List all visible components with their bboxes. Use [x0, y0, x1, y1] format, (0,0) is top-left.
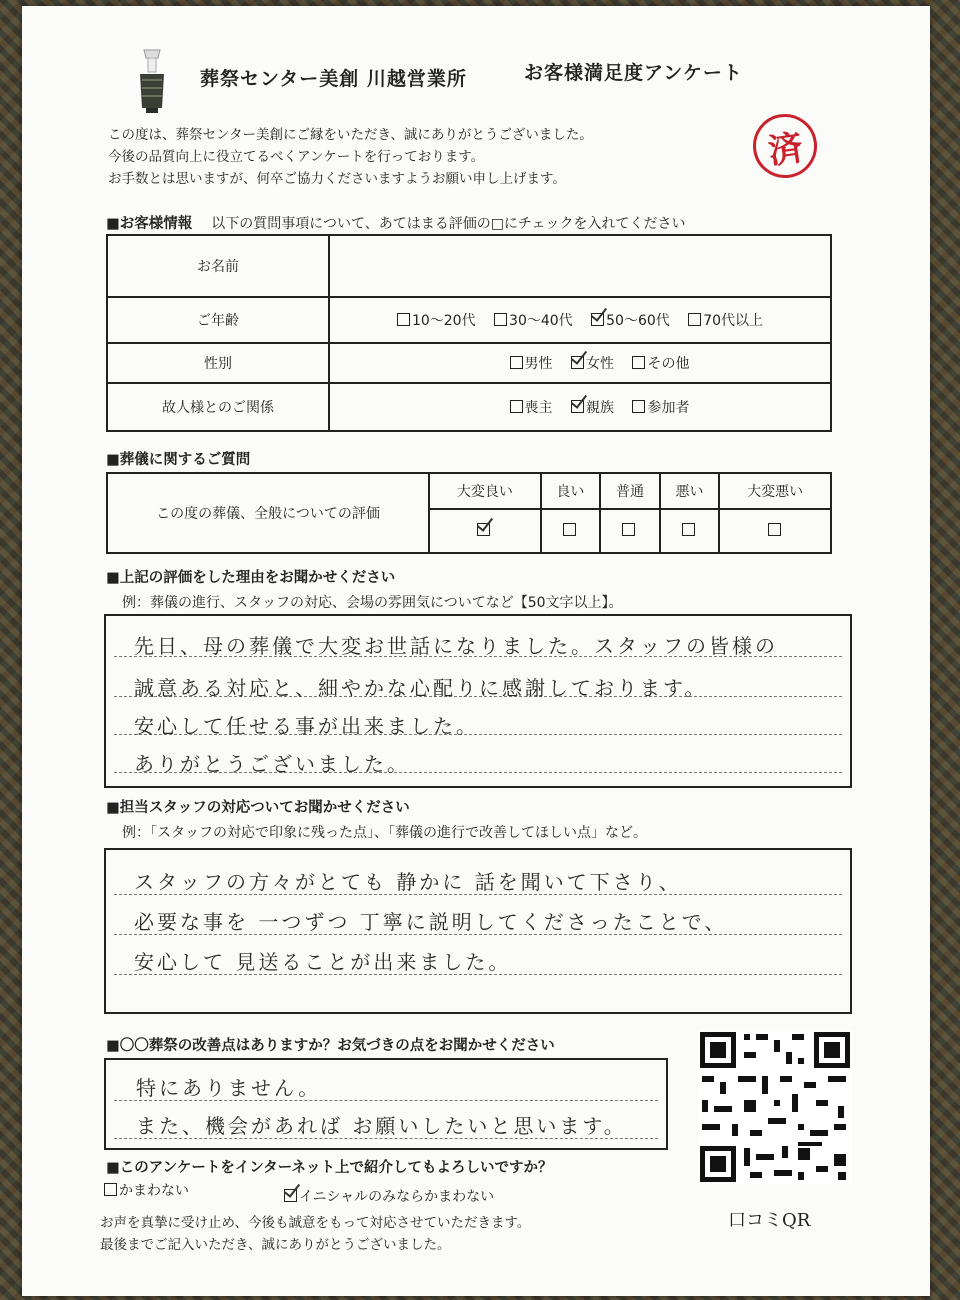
checkbox-icon: [768, 523, 781, 536]
checked-checkbox-icon: [591, 313, 604, 326]
publish-option[interactable]: [104, 1180, 189, 1200]
checked-checkbox-icon: [477, 523, 490, 536]
age-option[interactable]: 50～60代: [591, 313, 670, 329]
funeral-heading: ■葬儀に関するご質問: [106, 452, 251, 468]
handwritten-line: 必要な事を 一つずつ 丁寧に説明してくださったことで、: [134, 910, 728, 934]
intro-line: この度は、葬祭センター美創にご縁をいただき、誠にありがとうございました。: [108, 127, 593, 143]
gender-option[interactable]: その他: [632, 356, 689, 372]
handwritten-line: ありがとうございました。: [134, 752, 410, 776]
gender-label: 性別: [107, 343, 329, 383]
handwritten-line: 先日、母の葬儀で大変お世話になりました。スタッフの皆様の: [134, 634, 778, 658]
checkbox-icon: [510, 356, 523, 369]
rating-header: 良い: [541, 473, 601, 509]
rating-header: 大変良い: [429, 473, 541, 509]
checked-checkbox-icon: [571, 356, 584, 369]
reason-heading: ■上記の評価をした理由をお聞かせください: [106, 570, 396, 586]
checkbox-icon: [104, 1183, 117, 1196]
age-option[interactable]: 70代以上: [688, 313, 763, 329]
checked-checkbox-icon: [284, 1189, 297, 1202]
rating-checkbox-cell[interactable]: [541, 509, 601, 553]
funeral-rating-table: [106, 472, 832, 554]
age-label: ご年齢: [107, 297, 329, 343]
intro-line: お手数とは思いますが、何卒ご協力くださいますようお願い申し上げます。: [108, 171, 566, 187]
closing-text: [100, 1212, 530, 1256]
checkbox-icon: [622, 523, 635, 536]
rating-checkbox-cell[interactable]: [429, 509, 541, 553]
rating-checkbox-cell[interactable]: [660, 509, 720, 553]
checkbox-icon: [682, 523, 695, 536]
intro-text: [108, 124, 593, 190]
checkbox-icon: [494, 313, 507, 326]
handwritten-line: 安心して 見送ることが出来ました。: [134, 950, 512, 974]
improve-answer-box[interactable]: [104, 1058, 668, 1150]
rating-header: 悪い: [660, 473, 720, 509]
rating-checkbox-cell[interactable]: [600, 509, 660, 553]
checkbox-icon: [563, 523, 576, 536]
section-title: ■お客様情報: [106, 216, 193, 232]
survey-sheet: [22, 6, 930, 1296]
checked-checkbox-icon: [571, 400, 584, 413]
intro-line: 今後の品質向上に役立てるべくアンケートを行っております。: [108, 149, 485, 165]
rating-checkbox-cell[interactable]: [719, 509, 831, 553]
relation-label: 故人様とのご関係: [107, 383, 329, 431]
handwritten-line: 安心して任せる事が出来ました。: [134, 714, 479, 738]
relation-option[interactable]: 参加者: [632, 400, 689, 416]
publish-option[interactable]: [284, 1186, 494, 1206]
checkbox-icon: [688, 313, 701, 326]
checkbox-icon: [632, 356, 645, 369]
gender-option[interactable]: 男性: [510, 356, 553, 372]
staff-answer-box[interactable]: [104, 848, 852, 1014]
completed-stamp: 済: [749, 110, 821, 182]
rating-header: 大変悪い: [719, 473, 831, 509]
checkbox-icon: [510, 400, 523, 413]
publish-heading: ■このアンケートをインターネット上で紹介してもよろしいですか？: [106, 1160, 553, 1176]
qr-label: 口コミQR: [728, 1210, 811, 1231]
publish-option-label: かまわない: [119, 1183, 189, 1199]
relation-option[interactable]: 喪主: [510, 400, 553, 416]
gender-option[interactable]: 女性: [571, 356, 614, 372]
checkbox-icon: [397, 313, 410, 326]
closing-line: 最後までご記入いただき、誠にありがとうございました。: [100, 1237, 451, 1253]
reason-answer-box[interactable]: [104, 614, 852, 788]
name-field[interactable]: [329, 235, 831, 297]
section-instruction: 以下の質問事項について、あてはまる評価の□にチェックを入れてください: [211, 216, 686, 232]
handwritten-line: また、機会があれば お願いしたいと思います。: [136, 1114, 627, 1138]
handwritten-line: 誠意ある対応と、細やかな心配りに感謝しております。: [134, 676, 708, 700]
age-option[interactable]: 30～40代: [494, 313, 573, 329]
age-option[interactable]: 10～20代: [397, 313, 476, 329]
checkbox-icon: [632, 400, 645, 413]
staff-heading: ■担当スタッフの対応ついてお聞かせください: [106, 800, 410, 816]
qr-code-icon[interactable]: [698, 1030, 852, 1184]
form-title: お客様満足度アンケート: [524, 62, 743, 84]
closing-line: お声を真摯に受け止め、今後も誠意をもって対応させていただきます。: [100, 1215, 531, 1231]
handwritten-line: 特にありません。: [136, 1076, 322, 1100]
rating-question: この度の葬儀、全般についての評価: [107, 473, 429, 553]
gender-options: [329, 343, 831, 383]
age-options: [329, 297, 831, 343]
reason-example: 例：葬儀の進行、スタッフの対応、会場の雰囲気についてなど【50文字以上】。: [122, 595, 623, 611]
handwritten-line: スタッフの方々がとても 静かに 話を聞いて下さり、: [134, 870, 682, 894]
publish-option-label: イニシャルのみならかまわない: [299, 1189, 495, 1205]
customer-info-heading: [106, 212, 686, 233]
relation-option[interactable]: 親族: [571, 400, 614, 416]
company-logo-icon: [130, 46, 174, 116]
customer-info-table: [106, 234, 832, 432]
staff-example: 例：「スタッフの対応で印象に残った点」、「葬儀の進行で改善してほしい点」など。: [122, 825, 647, 841]
improve-heading: ■〇〇葬祭の改善点はありますか？お気づきの点をお聞かせください: [106, 1038, 555, 1054]
company-name: 葬祭センター美創 川越営業所: [200, 68, 467, 90]
rating-header: 普通: [600, 473, 660, 509]
name-label: お名前: [107, 235, 329, 297]
relation-options: [329, 383, 831, 431]
